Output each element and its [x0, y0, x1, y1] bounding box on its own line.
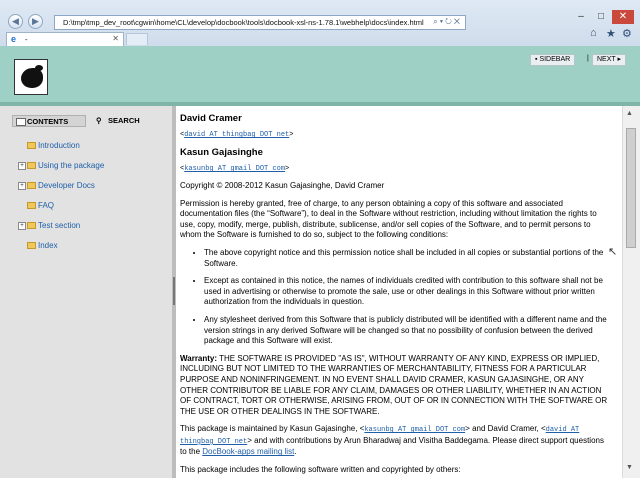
- tab-search-label: SEARCH: [108, 116, 140, 125]
- toc-item-label[interactable]: Introduction: [38, 141, 80, 150]
- toc-item[interactable]: [18, 179, 104, 192]
- maintained-text: > and with contributions by Arun Bharadwaj and Visitha Baddegama. Please direct support questions to the: [180, 435, 604, 457]
- expand-icon[interactable]: +: [18, 182, 26, 190]
- folder-icon: [27, 242, 36, 249]
- folder-icon: [27, 162, 36, 169]
- vertical-scrollbar[interactable]: [622, 106, 640, 478]
- author-email-line: <david AT thingbag DOT net>: [180, 131, 294, 139]
- toc-item-label[interactable]: Using the package: [38, 161, 105, 170]
- author-email-link[interactable]: kasunbg AT gmail DOT com: [184, 165, 286, 173]
- toc-item[interactable]: [18, 159, 104, 172]
- minimize-button[interactable]: –: [578, 11, 584, 22]
- contents-icon: [16, 118, 26, 126]
- maintainer-email-link[interactable]: david AT thingbag DOT net: [180, 426, 580, 446]
- author-email-link[interactable]: david AT thingbag DOT net: [184, 131, 290, 139]
- favorites-icon[interactable]: ★: [606, 28, 616, 40]
- tab-search[interactable]: [94, 115, 164, 127]
- tools-icon[interactable]: ⚙: [622, 28, 632, 40]
- logo-bird-icon: [21, 68, 43, 88]
- expand-icon[interactable]: +: [18, 162, 26, 170]
- new-tab-button[interactable]: [126, 33, 148, 45]
- conditions-list: [180, 248, 610, 347]
- tab-contents[interactable]: [12, 115, 86, 127]
- tab-contents-label: CONTENTS: [27, 117, 69, 126]
- scroll-down-icon[interactable]: ▼: [626, 464, 633, 471]
- forward-icon[interactable]: ▶: [28, 14, 43, 29]
- warranty-label: Warranty:: [180, 353, 218, 363]
- scroll-thumb[interactable]: [626, 128, 636, 248]
- toc-item-label[interactable]: Developer Docs: [38, 181, 95, 190]
- mouse-cursor-icon: ↖: [608, 246, 618, 258]
- condition-item: • Except as contained in this notice, the names of individuals credited with contribution to this software shall not be used in advertising or otherwise to promote the sale, use or other dealings in this Software without prior written authorization from the individuals in question.: [204, 276, 610, 308]
- refresh-icon[interactable]: ↻: [445, 17, 454, 26]
- warranty-text: THE SOFTWARE IS PROVIDED "AS IS", WITHOUT WARRANTY OF ANY KIND, EXPRESS OR IMPLIED, INCLUDING BUT NOT LIMITED TO THE WARRANTIES OF MERCHANTABILITY, FITNESS FOR A PARTICULAR PURPOSE AND NONINFRINGEMENT. IN NO EVENT SHALL DAVID CRAMER, KASUN GAJASINGHE, OR ANY OTHER CONTRIBUTOR BE LIABLE FOR ANY CLAIM, DAMAGES OR OTHER LIABILITY, WHETHER IN AN ACTION OF CONTRACT, TORT OR OTHERWISE, ARISING FROM, OUT OF OR IN CONNECTION WITH THE SOFTWARE OR THE USE OR OTHER DEALINGS IN THE SOFTWARE.: [180, 353, 608, 416]
- toc-item-label[interactable]: Test section: [38, 221, 81, 230]
- author-name: Kasun Gajasinghe: [180, 147, 263, 158]
- folder-icon: [27, 202, 36, 209]
- maintainers-paragraph: [180, 424, 610, 458]
- condition-item: • Any stylesheet derived from this Software that is publicly distributed will be identified with a different name and the version strings in any derived Software will be changed so that no possibility of confusion between the derived package and this Software will exist.: [204, 315, 610, 347]
- search-icon[interactable]: ⌕: [433, 17, 440, 26]
- dropdown-icon[interactable]: ▾: [439, 17, 446, 26]
- toc-item-label[interactable]: Index: [38, 241, 58, 250]
- tab-title: -: [25, 35, 28, 44]
- folder-icon: [27, 182, 36, 189]
- folder-icon: [27, 142, 36, 149]
- toc-item-label[interactable]: FAQ: [38, 201, 55, 210]
- docbook-logo: [14, 59, 48, 95]
- header-separator: |: [587, 55, 589, 62]
- home-icon[interactable]: ⌂: [590, 27, 597, 39]
- toc-tree: [18, 139, 104, 259]
- back-icon[interactable]: ◀: [8, 14, 23, 29]
- tab-close-icon[interactable]: ✕: [112, 34, 119, 43]
- toc-item[interactable]: [18, 139, 104, 152]
- maintained-text: .: [294, 447, 297, 457]
- maintainer-email-link[interactable]: kasunbg AT gmail DOT com: [364, 426, 466, 435]
- toc-item[interactable]: [18, 239, 104, 252]
- mailing-list-link[interactable]: DocBook-apps mailing list: [202, 447, 295, 457]
- toc-item[interactable]: [18, 199, 104, 212]
- content-pane: [176, 106, 622, 478]
- address-text[interactable]: D:\tmp\tmp_dev_root\cgwin\home\CL\develop\docbook\tools\docbook-xsl-ns-1.78.1\webhelp\docs\index.html: [63, 18, 424, 27]
- search-icon: ⚲: [96, 116, 102, 125]
- sidebar-tabs: [12, 115, 166, 127]
- condition-item: • The above copyright notice and this permission notice shall be included in all copies or substantial portions of the Software.: [204, 248, 610, 269]
- maintained-text: This package is maintained by Kasun Gajasinghe, <: [180, 424, 365, 434]
- sidebar-toggle-button[interactable]: [530, 54, 575, 66]
- browser-tab[interactable]: [6, 32, 124, 46]
- maximize-button[interactable]: □: [597, 11, 605, 22]
- folder-icon: [27, 222, 36, 229]
- next-button[interactable]: NEXT ▸: [592, 54, 626, 66]
- author-name: David Cramer: [180, 113, 242, 124]
- scroll-up-icon[interactable]: ▲: [626, 110, 633, 117]
- address-actions: [433, 17, 462, 27]
- author-email-line: <kasunbg AT gmail DOT com>: [180, 165, 290, 173]
- sidebar-icon: ▪: [535, 56, 538, 63]
- expand-icon[interactable]: +: [18, 222, 26, 230]
- toc-item[interactable]: [18, 219, 104, 232]
- splitter-grip[interactable]: [173, 277, 175, 305]
- maintained-text: > and David Cramer, <: [465, 424, 546, 434]
- content-body: [180, 113, 610, 478]
- sidebar-label: SIDEBAR: [539, 56, 571, 63]
- warranty-paragraph: [180, 354, 610, 418]
- copyright-text: Copyright © 2008-2012 Kasun Gajasinghe, David Cramer: [180, 181, 385, 190]
- address-bar[interactable]: [54, 15, 466, 30]
- close-icon[interactable]: ✕: [453, 17, 462, 26]
- ie-icon: e: [11, 34, 17, 44]
- browser-chrome: [0, 0, 640, 46]
- cut-off-paragraph: This package includes the following software written and copyrighted by others:: [180, 465, 461, 475]
- close-window-button[interactable]: ✕: [612, 10, 634, 24]
- permission-text: Permission is hereby granted, free of charge, to any person obtaining a copy of this software and associated documentation files (the “Software”), to deal in the Software without restriction, including without limitation the rights to use, copy, modify, merge, publish, distribute, sublicense, and/or sell copies of the Software, and to permit persons to whom the Software is furnished to do so, subject to the following conditions:: [180, 198, 597, 240]
- logo-bird-head: [35, 65, 43, 71]
